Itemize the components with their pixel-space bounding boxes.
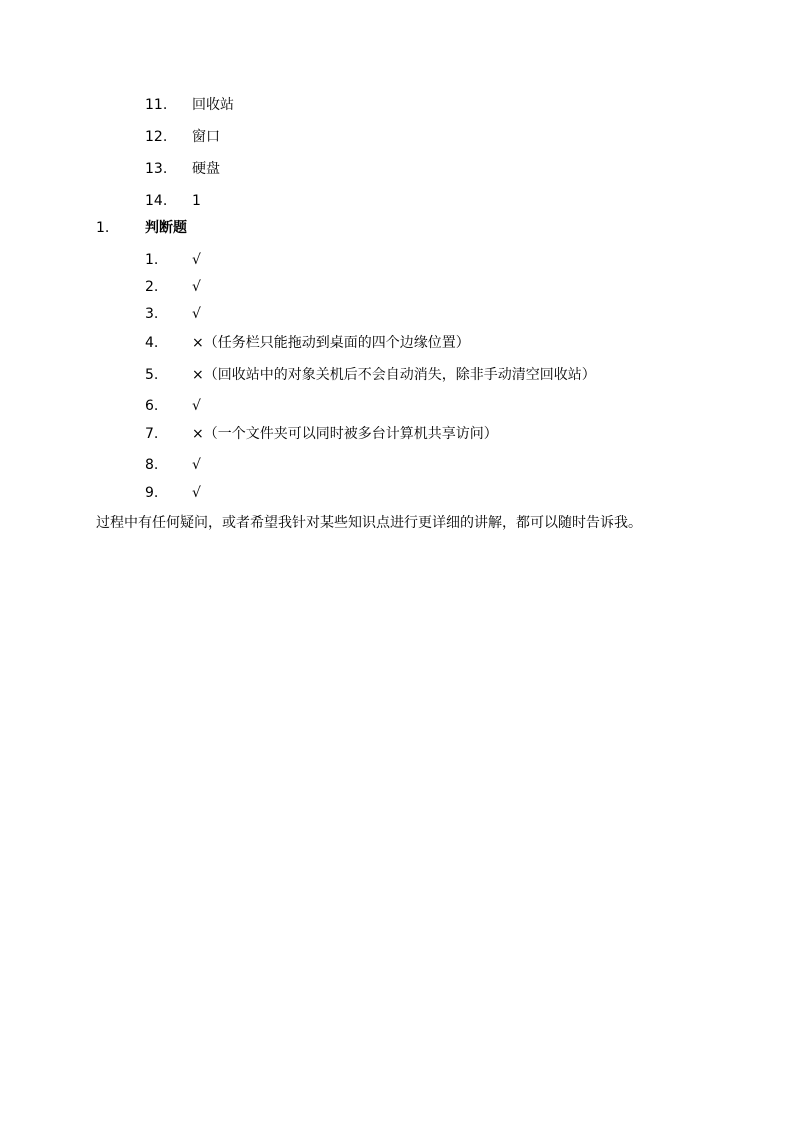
answer-number: 7. xyxy=(145,426,159,442)
section-number: 1. xyxy=(96,220,110,236)
answer-text: ×（一个文件夹可以同时被多台计算机共享访问） xyxy=(192,426,498,442)
answer-text: √ xyxy=(192,306,201,322)
answer-text: ×（任务栏只能拖动到桌面的四个边缘位置） xyxy=(192,335,470,351)
answer-number: 9. xyxy=(145,485,159,501)
answer-text: √ xyxy=(192,398,201,414)
answer-number: 5. xyxy=(145,367,159,383)
answer-number: 12. xyxy=(145,129,168,145)
answer-number: 3. xyxy=(145,306,159,322)
answer-text: 1 xyxy=(192,193,201,209)
answer-number: 2. xyxy=(145,279,159,295)
answer-text: √ xyxy=(192,457,201,473)
answer-number: 1. xyxy=(145,252,159,268)
answer-number: 13. xyxy=(145,161,168,177)
answer-text: 硬盘 xyxy=(192,161,220,177)
answer-text: 窗口 xyxy=(192,129,220,145)
answer-text: √ xyxy=(192,279,201,295)
answer-text: √ xyxy=(192,485,201,501)
answer-number: 6. xyxy=(145,398,159,414)
answer-text: √ xyxy=(192,252,201,268)
answer-number: 11. xyxy=(145,97,168,113)
section-title: 判断题 xyxy=(145,220,187,236)
answer-text: ×（回收站中的对象关机后不会自动消失，除非手动清空回收站） xyxy=(192,367,596,383)
answer-number: 8. xyxy=(145,457,159,473)
answer-text: 回收站 xyxy=(192,97,234,113)
answer-number: 14. xyxy=(145,193,168,209)
answer-number: 4. xyxy=(145,335,159,351)
closing-paragraph: 过程中有任何疑问，或者希望我针对某些知识点进行更详细的讲解，都可以随时告诉我。 xyxy=(96,515,642,531)
